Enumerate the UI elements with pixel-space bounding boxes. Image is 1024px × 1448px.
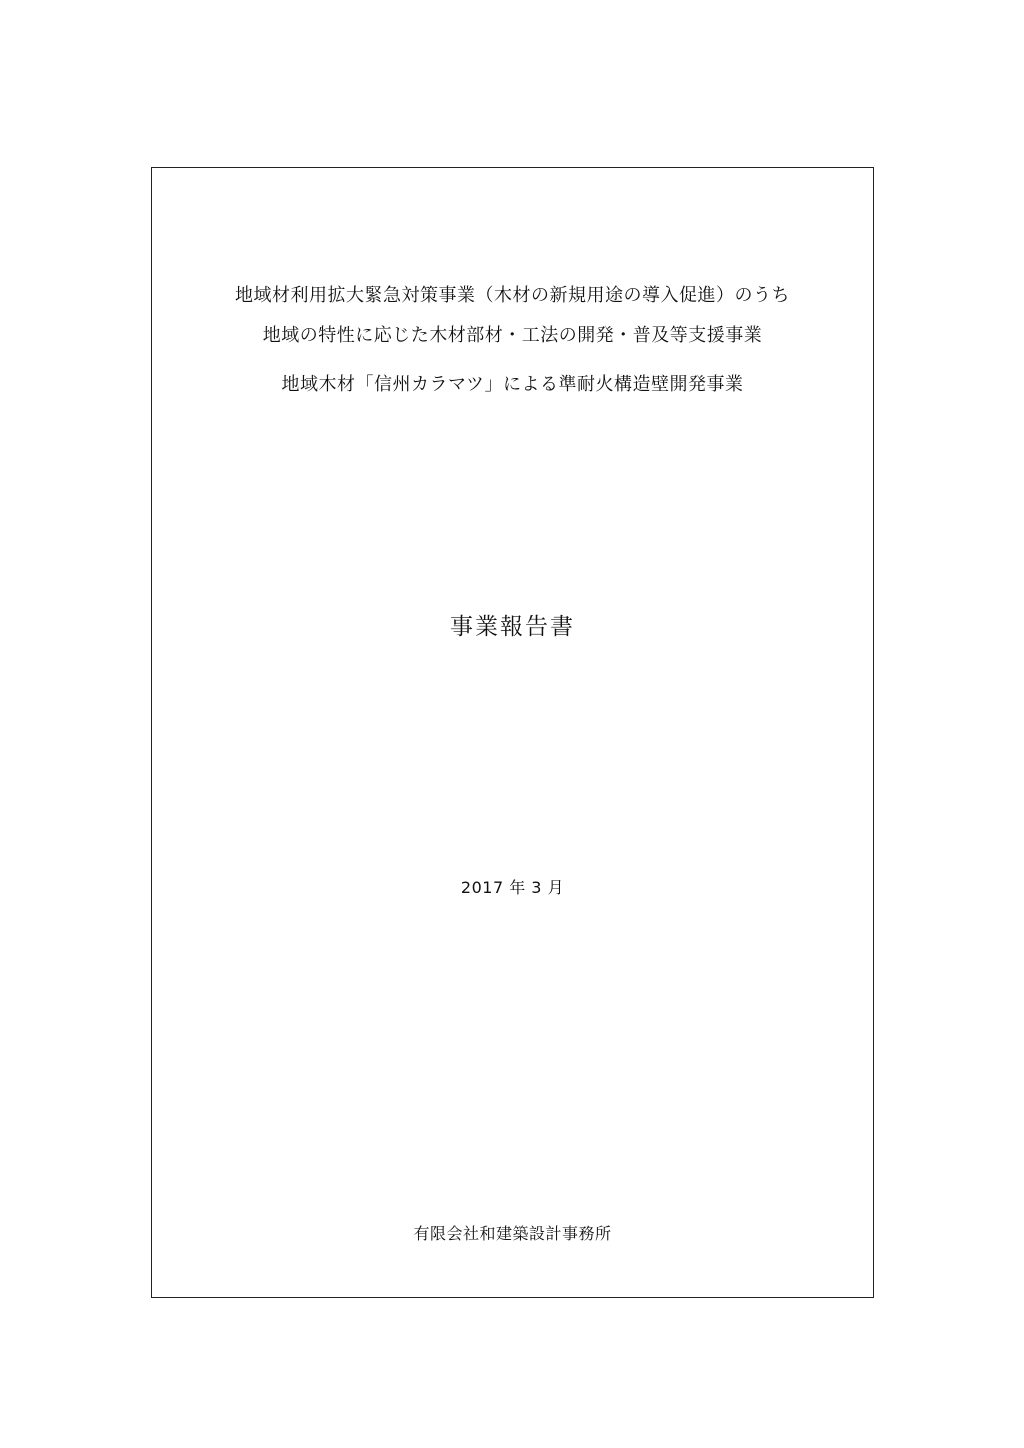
- program-subheading: 地域の特性に応じた木材部材・工法の開発・普及等支援事業: [262, 325, 763, 346]
- document-title: 事業報告書: [450, 614, 575, 640]
- project-name: 地域木材「信州カラマツ」による準耐火構造壁開発事業: [281, 374, 744, 395]
- cover-frame: [151, 167, 874, 1298]
- publication-date: 2017 年 3 月: [460, 878, 565, 897]
- program-heading: 地域材利用拡大緊急対策事業（木材の新規用途の導入促進）のうち: [235, 285, 790, 306]
- author-organization: 有限会社和建築設計事務所: [413, 1224, 612, 1243]
